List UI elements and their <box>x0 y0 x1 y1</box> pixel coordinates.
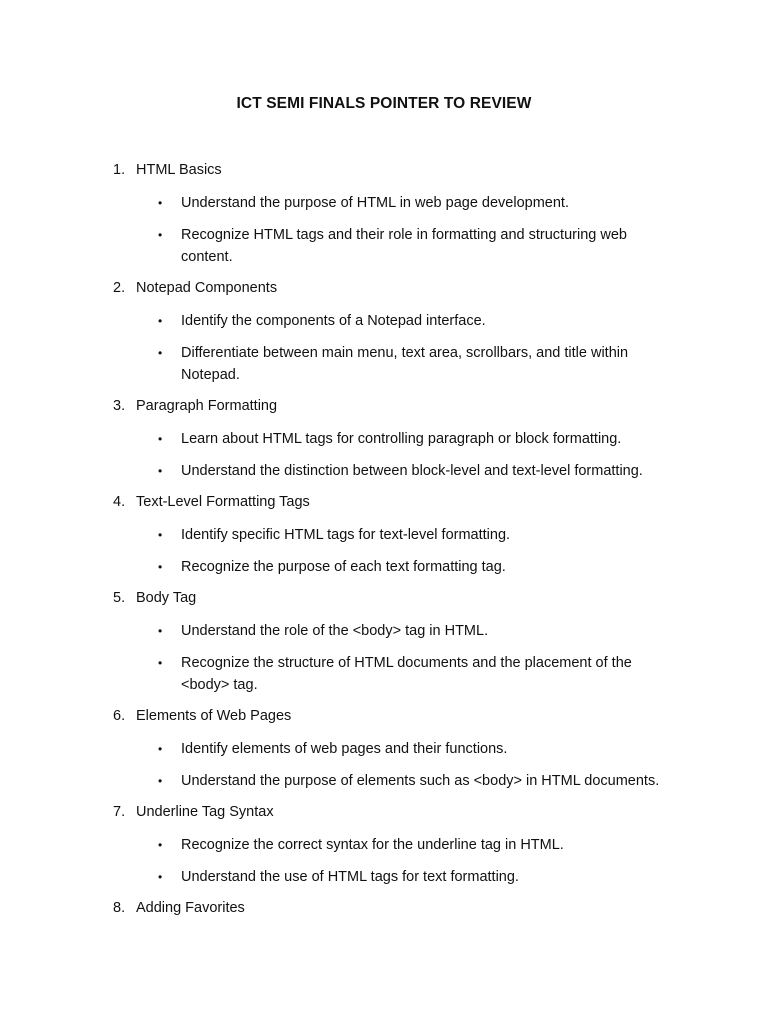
bullet-icon: • <box>158 870 163 884</box>
section-number: 7. <box>113 804 126 820</box>
list-item <box>0 738 768 760</box>
section-heading <box>0 160 768 181</box>
list-item <box>0 310 768 332</box>
list-section <box>0 588 768 696</box>
list-section <box>0 396 768 482</box>
list-item <box>0 556 768 578</box>
list-item <box>0 620 768 642</box>
list-section <box>0 706 768 792</box>
bullet-icon: • <box>158 528 163 542</box>
section-label: Paragraph Formatting <box>136 398 278 414</box>
section-number: 3. <box>113 398 126 414</box>
bullet-text: Understand the purpose of HTML in web page development. <box>181 195 569 211</box>
bullet-icon: • <box>158 656 163 670</box>
bullet-text: Identify specific HTML tags for text-level formatting. <box>181 527 511 543</box>
bullet-icon: • <box>158 560 163 574</box>
section-heading <box>0 588 768 609</box>
bullet-text: Understand the role of the <body> tag in HTML. <box>181 623 489 639</box>
section-label: Adding Favorites <box>136 900 245 916</box>
section-number: 6. <box>113 708 126 724</box>
document-title: ICT SEMI FINALS POINTER TO REVIEW <box>236 95 532 112</box>
list-item <box>0 192 768 214</box>
list-section <box>0 492 768 578</box>
section-number: 5. <box>113 590 126 606</box>
section-heading <box>0 492 768 513</box>
section-label: Body Tag <box>136 590 197 606</box>
bullet-icon: • <box>158 464 163 478</box>
bullet-text: Recognize the correct syntax for the underline tag in HTML. <box>181 837 564 853</box>
section-label: Text-Level Formatting Tags <box>136 494 310 510</box>
section-heading <box>0 802 768 823</box>
list-item <box>0 524 768 546</box>
list-item <box>0 428 768 450</box>
list-item <box>0 866 768 888</box>
list-item <box>0 342 768 386</box>
section-heading <box>0 396 768 417</box>
section-number: 2. <box>113 280 126 296</box>
bullet-text: Learn about HTML tags for controlling paragraph or block formatting. <box>181 431 622 447</box>
bullet-icon: • <box>158 314 163 328</box>
bullet-text: Recognize HTML tags and their role in formatting and structuring web content. <box>181 227 627 265</box>
list-item <box>0 652 768 696</box>
section-label: Underline Tag Syntax <box>136 804 274 820</box>
review-list <box>0 160 768 919</box>
bullet-text: Understand the purpose of elements such as <body> in HTML documents. <box>181 773 660 789</box>
bullet-text: Identify elements of web pages and their functions. <box>181 741 508 757</box>
bullet-text: Understand the distinction between block-level and text-level formatting. <box>181 463 643 479</box>
bullet-text: Understand the use of HTML tags for text formatting. <box>181 869 519 885</box>
section-number: 4. <box>113 494 126 510</box>
list-section <box>0 278 768 386</box>
section-heading <box>0 706 768 727</box>
bullet-icon: • <box>158 228 163 242</box>
list-section <box>0 160 768 268</box>
bullet-text: Recognize the structure of HTML documents and the placement of the <body> tag. <box>181 655 632 693</box>
section-label: Elements of Web Pages <box>136 708 292 724</box>
list-section <box>0 802 768 888</box>
section-heading <box>0 278 768 299</box>
list-item <box>0 834 768 856</box>
bullet-text: Recognize the purpose of each text formatting tag. <box>181 559 506 575</box>
bullet-icon: • <box>158 774 163 788</box>
list-item <box>0 460 768 482</box>
bullet-icon: • <box>158 742 163 756</box>
section-heading <box>0 898 768 919</box>
bullet-icon: • <box>158 624 163 638</box>
section-label: Notepad Components <box>136 280 278 296</box>
bullet-icon: • <box>158 838 163 852</box>
list-section <box>0 898 768 919</box>
section-label: HTML Basics <box>136 162 222 178</box>
bullet-icon: • <box>158 432 163 446</box>
list-item <box>0 770 768 792</box>
bullet-icon: • <box>158 346 163 360</box>
list-item <box>0 224 768 268</box>
bullet-text: Differentiate between main menu, text area, scrollbars, and title within Notepad. <box>181 345 629 383</box>
bullet-icon: • <box>158 196 163 210</box>
bullet-text: Identify the components of a Notepad interface. <box>181 313 486 329</box>
section-number: 1. <box>113 162 126 178</box>
section-number: 8. <box>113 900 126 916</box>
